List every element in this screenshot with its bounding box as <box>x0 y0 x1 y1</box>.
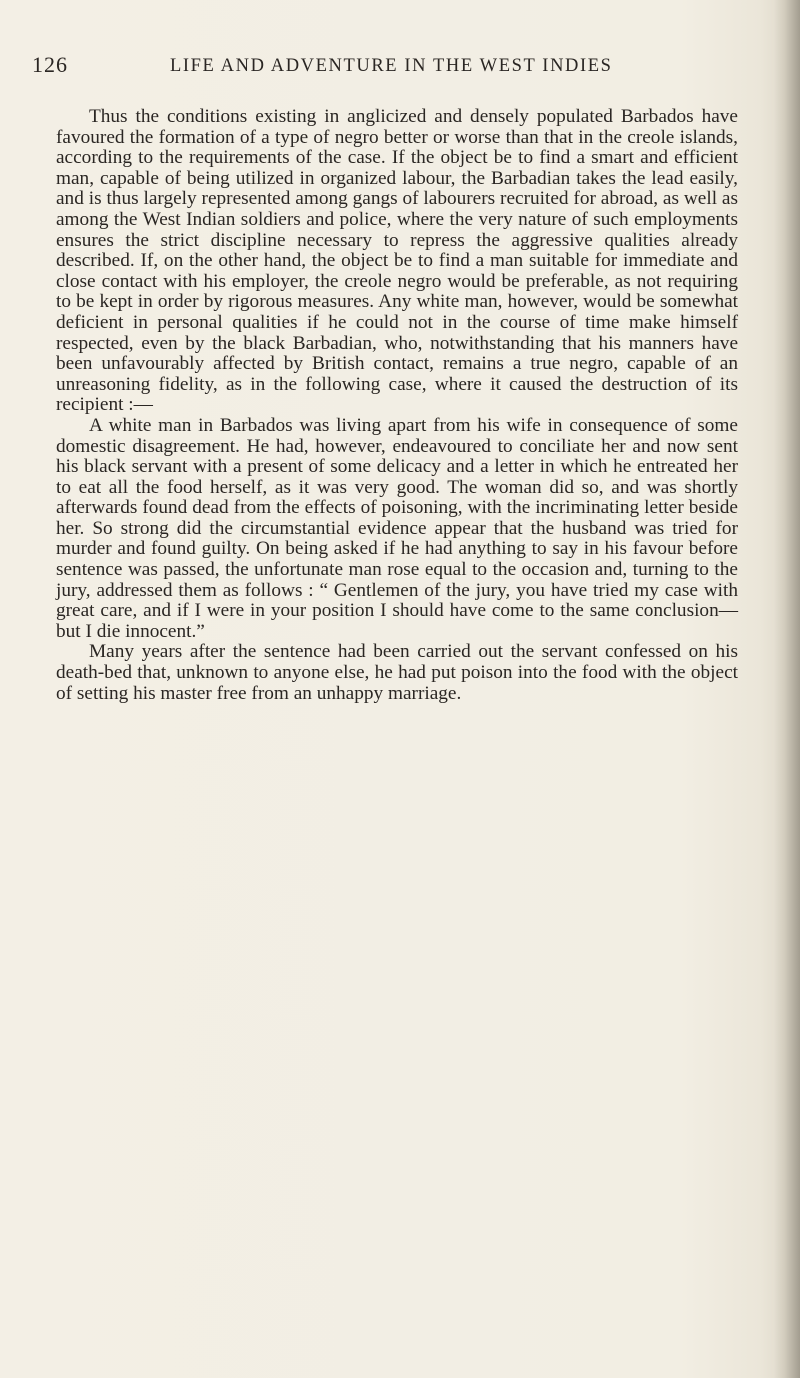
page-edge-shadow <box>774 0 800 1378</box>
paragraph: Thus the conditions existing in anglicized and densely populated Barbados have favoured the formation of a type of negro better or worse than that in the creole islands, according to the requirements of the case. If the object be to find a smart and efficient man, capable of being utilized in organized labour, the Barbadian takes the lead easily, and is thus largely represented among gangs of labourers recruited for abroad, as well as among the West Indian soldiers and police, where the very nature of such employments ensures the strict discipline necessary to repress the aggressive qualities already described. If, on the other hand, the object be to find a man suitable for immediate and close contact with his employer, the creole negro would be preferable, as not requiring to be kept in order by rigorous measures. Any white man, however, would be somewhat deficient in personal qualities if he could not in the course of time make himself respected, even by the black Barbadian, who, notwithstanding that his manners have been unfavourably affected by British contact, remains a true negro, capable of an unreasoning fidelity, as in the following case, where it caused the destruction of its recipient :— <box>56 106 738 416</box>
running-title: LIFE AND ADVENTURE IN THE WEST INDIES <box>170 56 613 76</box>
paragraph: A white man in Barbados was living apart from his wife in consequence of some domestic disagreement. He had, however, endeavoured to conciliate her and now sent his black servant with a present of some delicacy and a letter in which he entreated her to eat all the food herself, as it was very good. The woman did so, and was shortly afterwards found dead from the effects of poisoning, with the incriminating letter beside her. So strong did the circumstantial evidence appear that the husband was tried for murder and found guilty. On being asked if he had anything to say in his favour before sentence was passed, the unfortunate man rose equal to the occasion and, turning to the jury, addressed them as follows : “ Gentlemen of the jury, you have tried my case with great care, and if I were in your position I should have come to the same conclusion—but I die innocent.” <box>56 414 738 642</box>
body-text <box>56 107 738 704</box>
page-number: 126 <box>32 52 68 77</box>
paragraph: Many years after the sentence had been carried out the servant confessed on his death-bed that, unknown to anyone else, he had put poison into the food with the object of setting his master free from an unhappy marriage. <box>56 641 738 704</box>
